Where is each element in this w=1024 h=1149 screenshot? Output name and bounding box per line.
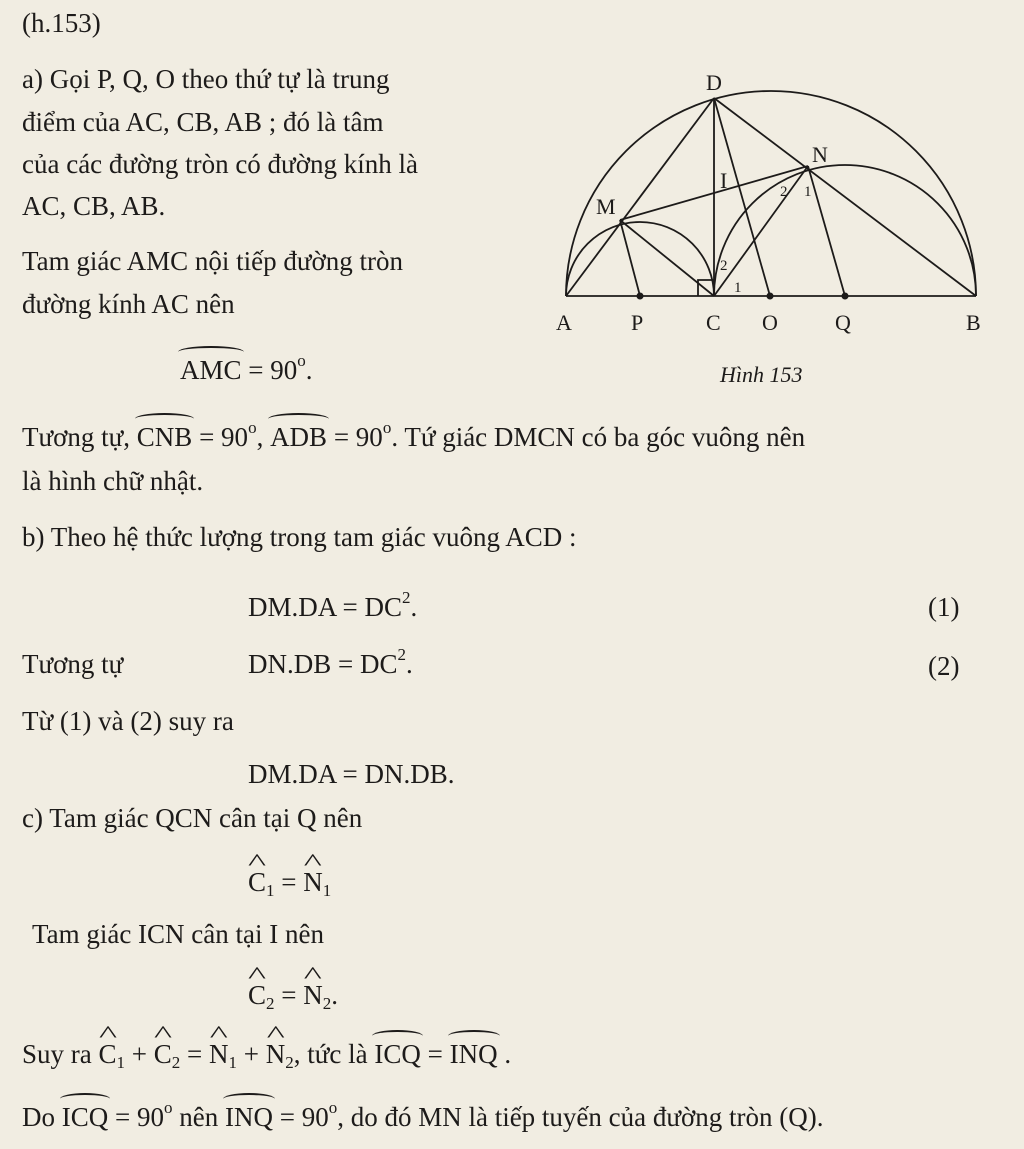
label-d: D [706,70,722,95]
point-q [842,293,849,300]
label-i: I [720,168,728,193]
problem-reference: (h.153) [22,8,101,38]
sum-angles-line: Suy ra ^ $C_1$ + ^ $C_2$ = ^ $N_1$ + ^ $N_2$, tức là ICQ = INQ . [22,1037,511,1080]
part-a-line: của các đường tròn có đường kính là [22,149,418,179]
label-o: O [762,310,778,335]
part-a-line: a) Gọi P, Q, O theo thứ tự là trung [22,64,390,94]
semicircle-cb [714,165,976,296]
equation-3: DM.DA = DN.DB. [248,759,455,789]
segment-da [566,98,714,296]
semicircle-ac [566,222,714,296]
final-conclusion: Do ICQ = $90^o$ nên INQ = $90^o$, do đó MN là tiếp tuyến của đường tròn (Q). [22,1098,824,1132]
label-m: M [596,194,616,219]
angle-cnb: CNB [136,422,193,452]
equation-c2-n2: ^ $C_2$ = ^ $N_2$. [248,978,338,1021]
equation-1-tag: (1) [928,592,960,622]
equation-amc: AMC = $90^o$. [180,351,313,385]
figure-caption: Hình 153 [720,362,803,387]
angle-amc: AMC [180,355,242,385]
label-b: B [966,310,981,335]
part-a-line: Tam giác AMC nội tiếp đường tròn [22,246,403,276]
segment-nq [808,166,845,296]
equation-2-tag: (2) [928,651,960,681]
semicircle-ab [566,91,976,296]
segment-mp [620,220,640,296]
label-q: Q [835,310,851,335]
equation-c1-n1: ^ $C_1$ = ^ $N_1$ [248,865,331,908]
angle-inq: INQ [224,1102,273,1132]
equation-2: $DN.DB = DC^2$. [248,645,413,679]
similar-label: Tương tự [22,649,124,679]
angle-adb: ADB [270,422,328,452]
angle-label-c2: 2 [720,258,728,274]
part-a-line: đường kính AC nên [22,289,235,319]
angle-label-n2: 2 [780,184,788,200]
label-a: A [556,310,572,335]
part-a-line: điểm của AC, CB, AB ; đó là tâm [22,107,384,137]
similar-angles-line: Tương tự, CNB = $90^o$, ADB = $90^o$. Tứ giác DMCN có ba góc vuông nên [22,418,806,452]
icn-text: Tam giác ICN cân tại I nên [32,919,324,949]
point-p [637,293,644,300]
angle-label-c1: 1 [734,280,742,296]
label-c: C [706,310,721,335]
angle-label-n1: 1 [804,184,812,200]
point-o [767,293,774,300]
part-a-line: AC, CB, AB. [22,191,166,221]
rectangle-conclusion: là hình chữ nhật. [22,466,204,496]
angle-icq: ICQ [374,1039,421,1069]
segment-db [714,98,976,296]
part-b-intro: b) Theo hệ thức lượng trong tam giác vuông ACD : [22,522,577,552]
part-c-intro: c) Tam giác QCN cân tại Q nên [22,803,363,833]
label-n: N [812,142,828,167]
equation-1: $DM.DA = DC^2$. [248,588,418,622]
geometry-figure [540,60,1010,350]
from-text: Từ (1) và (2) suy ra [22,706,234,736]
angle-inq: INQ [449,1039,498,1069]
label-p: P [631,310,644,335]
angle-icq: ICQ [61,1102,109,1132]
segment-cn [714,166,808,296]
segment-mc [620,220,714,296]
